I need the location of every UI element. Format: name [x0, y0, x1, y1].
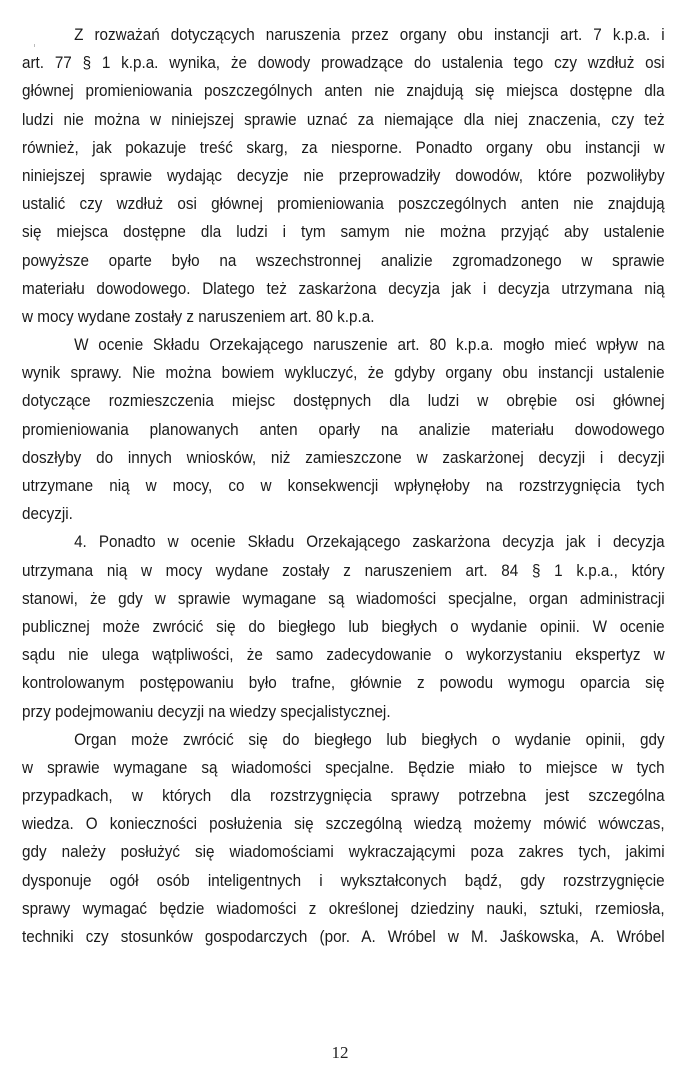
text-line: dysponuje ogół osób inteligentnych i wykształconych bądź, gdy rozstrzygnięcie	[22, 871, 665, 890]
text-line: W ocenie Składu Orzekającego naruszenie art. 80 k.p.a. mogło mieć wpływ na	[74, 336, 665, 355]
text-line: publicznej może zwrócić się do biegłego lub biegłych o wydanie opinii. W ocenie	[22, 617, 665, 636]
text-line: Z rozważań dotyczących naruszenia przez organy obu instancji art. 7 k.p.a. i	[74, 26, 665, 44]
page-number: 12	[331, 1043, 349, 1062]
text-line: stanowi, że gdy w sprawie wymagane są wiadomości specjalne, organ administracji	[22, 589, 665, 608]
paragraph	[22, 21, 665, 331]
text-line: materiału dowodowego. Dlatego też zaskarżona decyzja jak i decyzja utrzymana nią	[22, 279, 665, 298]
text-line: w sprawie wymagane są wiadomości specjalne. Będzie miało to miejsce w tych	[22, 758, 665, 777]
paragraph	[22, 726, 665, 952]
text-line: doszłyby do innych wniosków, niż zamieszczone w zaskarżonej decyzji i decyzji	[22, 448, 665, 467]
text-line: dotyczące rozmieszczenia miejsc dostępnych dla ludzi w obrębie osi głównej	[22, 392, 665, 411]
text-line: głównej promieniowania poszczególnych anten nie znajdują się miejsca dostępne dla	[22, 82, 665, 101]
text-line: wiedza. O konieczności posłużenia się szczególną wiedzą możemy mówić wówczas,	[22, 815, 665, 834]
text-line: utrzymana nią w mocy wydane zostały z naruszeniem art. 84 § 1 k.p.a., który	[22, 561, 665, 580]
text-line: sądu nie ulega wątpliwości, że samo zadecydowanie o wykorzystaniu ekspertyz w	[22, 646, 665, 665]
text-line: 4. Ponadto w ocenie Składu Orzekającego zaskarżona decyzja jak i decyzja	[74, 533, 665, 552]
text-line: ustalić czy wzdłuż osi głównej promieniowania poszczególnych anten nie znajdują	[22, 195, 665, 214]
paragraph	[22, 528, 665, 725]
text-line: niniejszej sprawie wydając decyzje nie przeprowadziły dowodów, które pozwoliłyby	[22, 166, 665, 185]
text-line: Organ może zwrócić się do biegłego lub biegłych o wydanie opinii, gdy	[74, 730, 665, 749]
text-line: utrzymane nią w mocy, co w konsekwencji wpłynęłoby na rozstrzygnięcia tych	[22, 477, 665, 495]
text-line: decyzji.	[22, 505, 73, 524]
text-line: gdy należy posłużyć się wiadomościami wykraczającymi poza zakres tych, jakimi	[22, 843, 665, 862]
text-line: sprawy wymagać będzie wiadomości z określonej dziedziny nauki, sztuki, rzemiosła,	[22, 899, 665, 918]
text-line: wynik sprawy. Nie można bowiem wykluczyć, że gdyby organy obu instancji ustalenie	[22, 364, 665, 383]
text-line: art. 77 § 1 k.p.a. wynika, że dowody prowadzące do ustalenia tego czy wzdłuż osi	[22, 54, 665, 73]
text-line: przy podejmowaniu decyzji na wiedzy specjalistycznej.	[22, 702, 391, 721]
text-line: powyższe oparte było na wszechstronnej analizie zgromadzonego w sprawie	[22, 251, 665, 270]
text-line: kontrolowanym postępowaniu było trafne, głównie z powodu wymogu oparcia się	[22, 674, 665, 693]
text-line: się miejsca dostępne dla ludzi i tym samym nie można przyjąć aby ustalenie	[22, 223, 665, 242]
text-line: ludzi nie można w niniejszej sprawie uznać za niemające dla niej znaczenia, czy też	[22, 110, 665, 129]
paragraph	[22, 331, 665, 528]
text-line: w mocy wydane zostały z naruszeniem art. 80 k.p.a.	[22, 307, 375, 326]
text-line: przypadkach, w których dla rozstrzygnięcia sprawy potrzebna jest szczególna	[22, 787, 665, 806]
text-line: promieniowania planowanych anten oparły na analizie materiału dowodowego	[22, 420, 665, 439]
text-line: również, jak pokazuje treść skarg, za niesporne. Ponadto organy obu instancji w	[22, 138, 665, 157]
document-body	[22, 21, 665, 951]
text-line: techniki czy stosunków gospodarczych (por. A. Wróbel w M. Jaśkowska, A. Wróbel	[22, 928, 665, 946]
